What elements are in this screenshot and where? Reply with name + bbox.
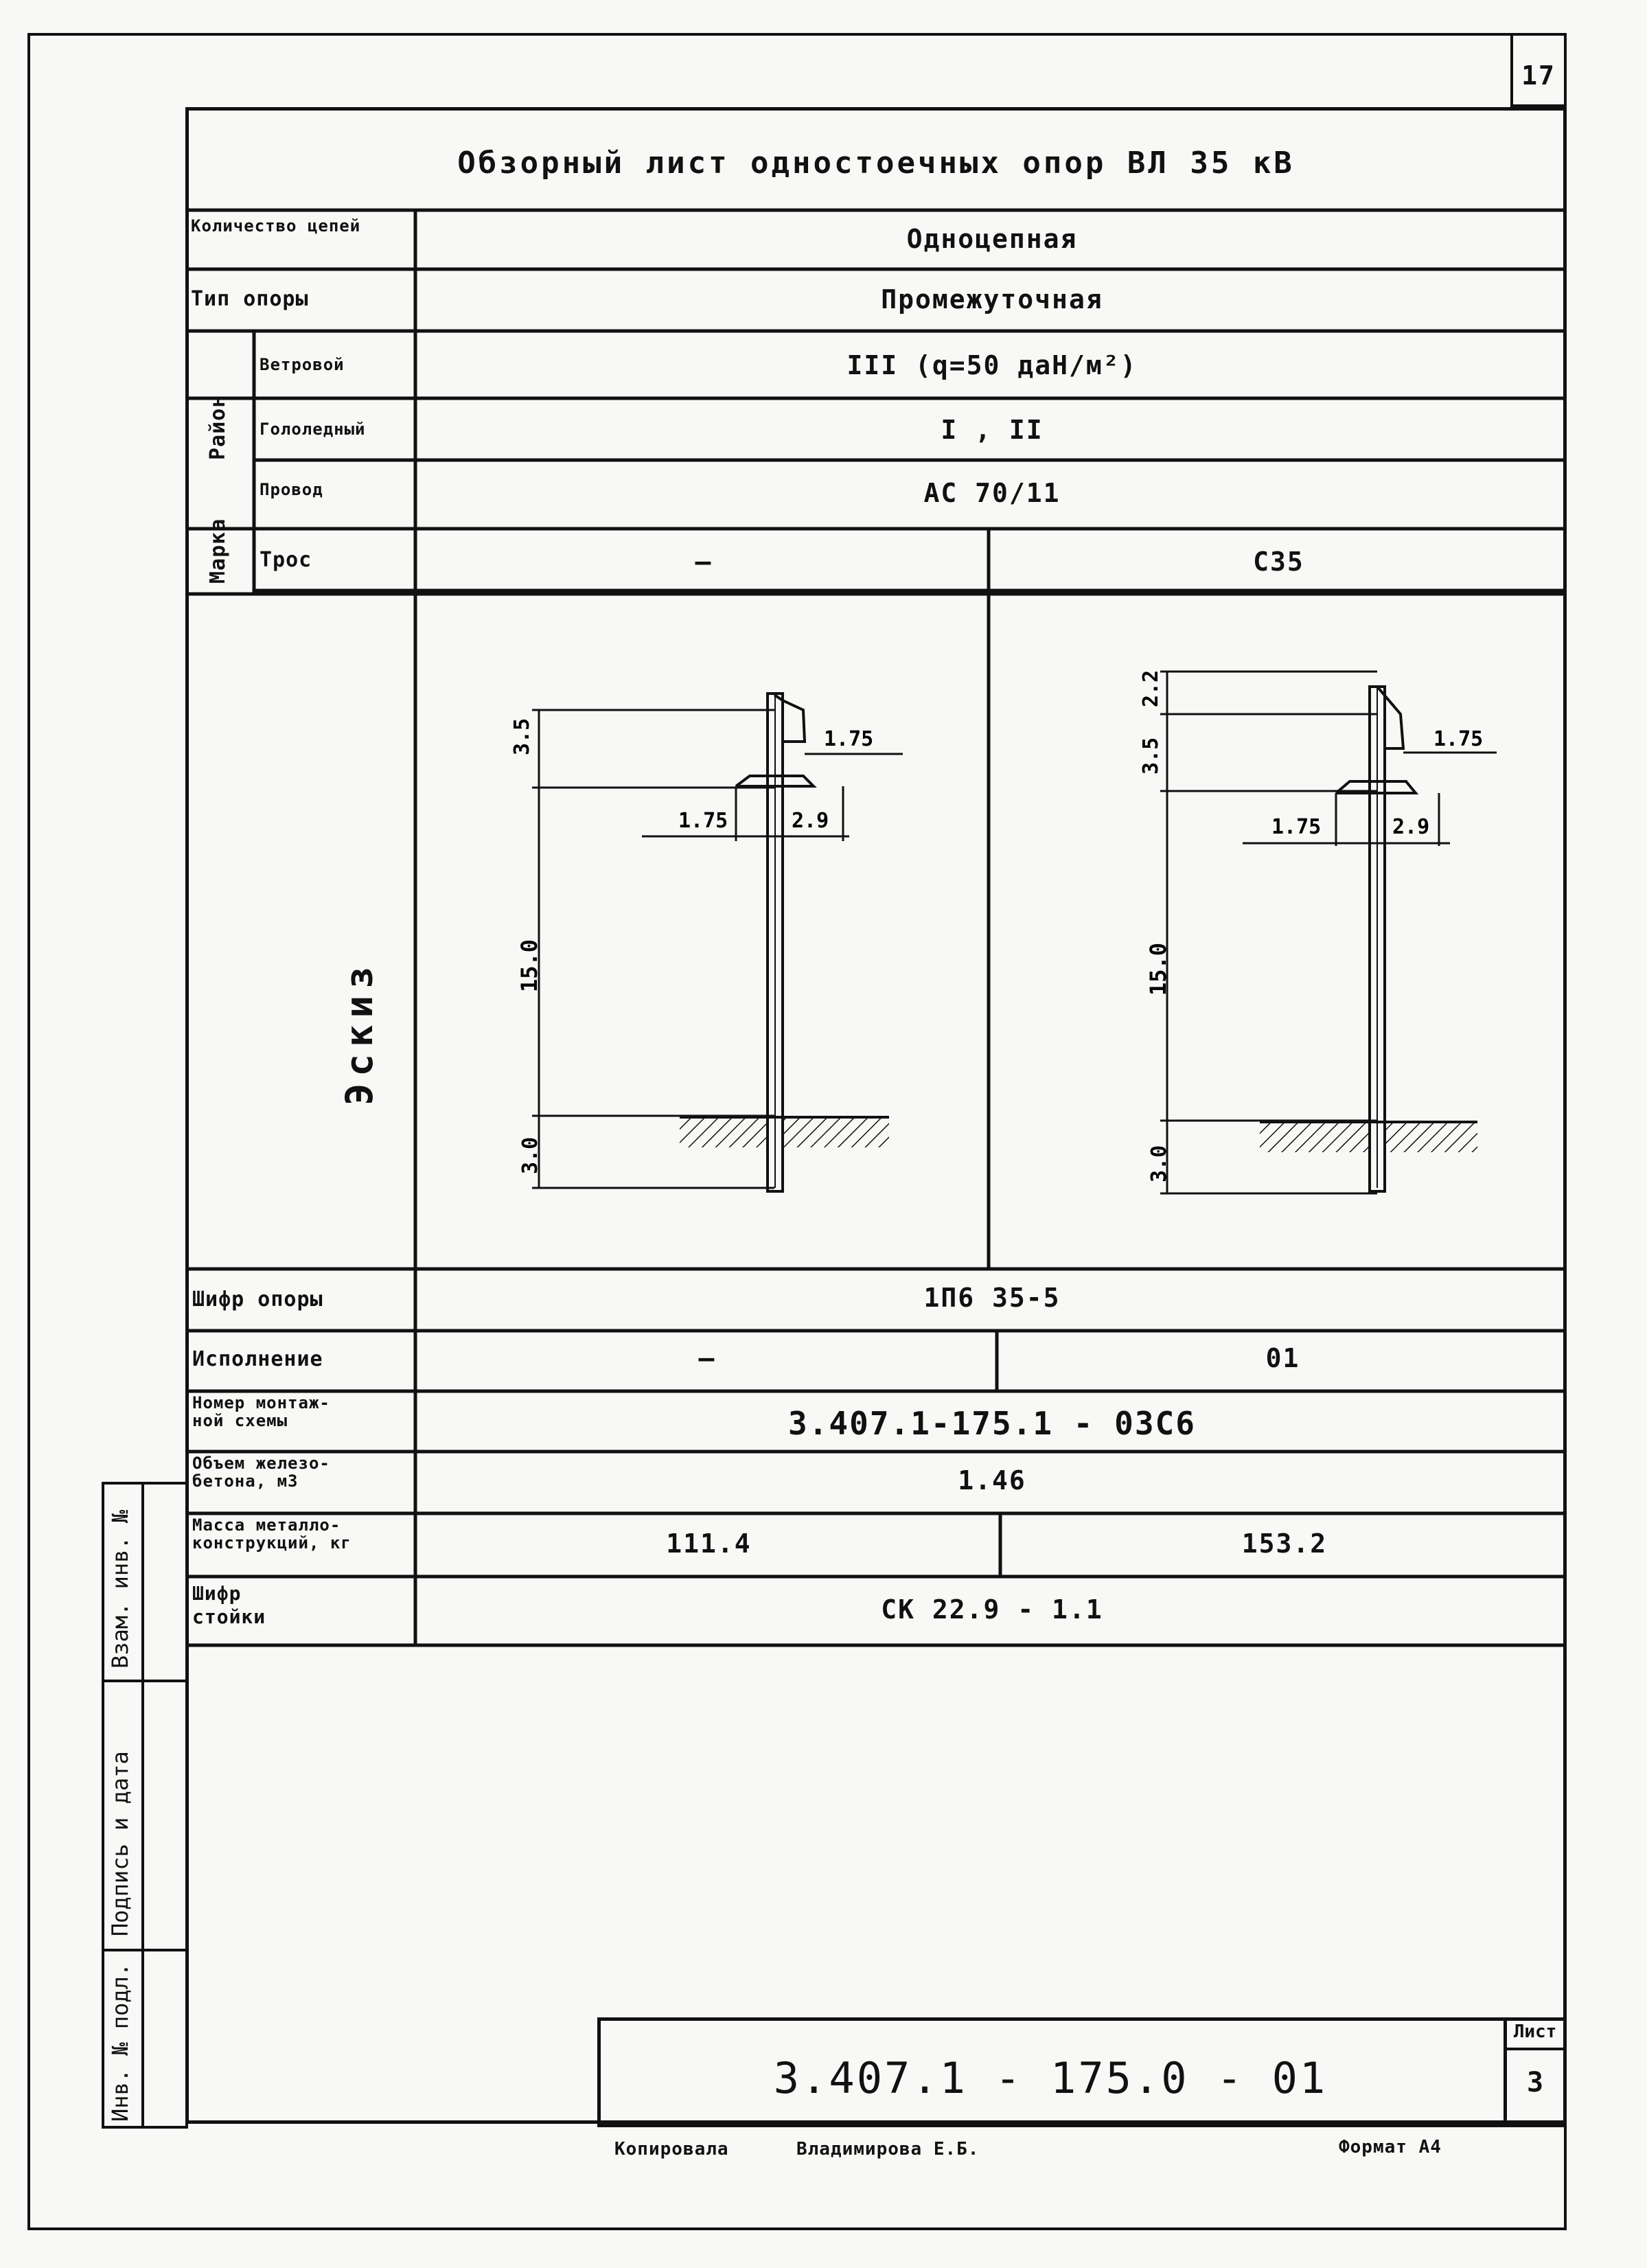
circuits-value: Одноцепная (906, 224, 1078, 254)
execution-label: Исполнение (192, 1347, 323, 1371)
type-label: Тип опоры (191, 287, 309, 311)
ice-value: I , II (941, 415, 1044, 445)
scheme-label: Номер монтаж- ной схемы (192, 1393, 330, 1430)
metal-right-value: 153.2 (1241, 1528, 1328, 1559)
cable-left-value: — (695, 547, 713, 577)
footer-format: Формат А4 (1339, 2137, 1442, 2157)
brand-group-label: Марка (206, 518, 230, 584)
district-group-label: Район (206, 394, 230, 460)
right-d-main: 15.0 (1145, 942, 1171, 996)
sketch-label: Эскиз (338, 959, 381, 1106)
cable-label: Трос (260, 548, 312, 572)
left-w-right: 2.9 (792, 809, 829, 833)
circuits-label: Количество цепей (191, 216, 361, 236)
doc-number: 3.407.1 - 175.0 - 01 (773, 2053, 1328, 2103)
sheet-number: 3 (1526, 2067, 1544, 2098)
type-value: Промежуточная (881, 284, 1103, 314)
ice-label: Гололедный (260, 420, 366, 439)
stamp-signature-date: Подпись и дата (107, 1751, 133, 1936)
right-d-cap: 2.2 (1139, 669, 1163, 707)
sheet-box-divider (1504, 2048, 1567, 2050)
footer-copied: Копировала (614, 2139, 729, 2160)
left-w-left: 1.75 (678, 809, 728, 833)
concrete-label: Объем железо- бетона, м3 (192, 1454, 330, 1491)
right-w-left: 1.75 (1271, 815, 1322, 839)
left-d-ground: 3.0 (518, 1136, 542, 1174)
cable-right-value: С35 (1253, 547, 1304, 577)
stamp-inv-original: Инв. № подл. (107, 1962, 133, 2122)
pillar-label: Шифр стойки (192, 1582, 266, 1628)
execution-right-value: 01 (1265, 1343, 1300, 1373)
wire-label: Провод (260, 480, 323, 499)
left-d-main: 15.0 (516, 939, 542, 992)
execution-left-value: — (698, 1343, 716, 1373)
code-value: 1П6 35-5 (923, 1283, 1061, 1313)
right-w-tip: 1.75 (1433, 727, 1484, 751)
wind-label: Ветровой (260, 355, 345, 374)
left-d-top: 3.5 (510, 718, 534, 755)
right-d-ground: 3.0 (1147, 1145, 1171, 1182)
sheet-label: Лист (1513, 2021, 1557, 2042)
left-w-tip: 1.75 (824, 727, 874, 751)
code-label: Шифр опоры (192, 1287, 323, 1311)
metal-left-value: 111.4 (666, 1528, 752, 1559)
wind-value: III (q=50 даН/м²) (846, 350, 1138, 380)
page-title: Обзорный лист одностоечных опор ВЛ 35 кВ (457, 146, 1295, 181)
page-number: 17 (1521, 60, 1556, 91)
stamp-replace-inv: Взам. инв. № (107, 1509, 133, 1669)
right-d-top: 3.5 (1139, 737, 1163, 775)
right-w-right: 2.9 (1392, 815, 1430, 839)
concrete-value: 1.46 (958, 1465, 1026, 1496)
pillar-value: СК 22.9 - 1.1 (881, 1594, 1103, 1625)
wire-value: АС 70/11 (923, 478, 1061, 508)
metal-label: Масса металло- конструкций, кг (192, 1515, 352, 1553)
scheme-value: 3.407.1-175.1 - 03С6 (788, 1405, 1196, 1442)
footer-name: Владимирова Е.Б. (796, 2139, 980, 2160)
